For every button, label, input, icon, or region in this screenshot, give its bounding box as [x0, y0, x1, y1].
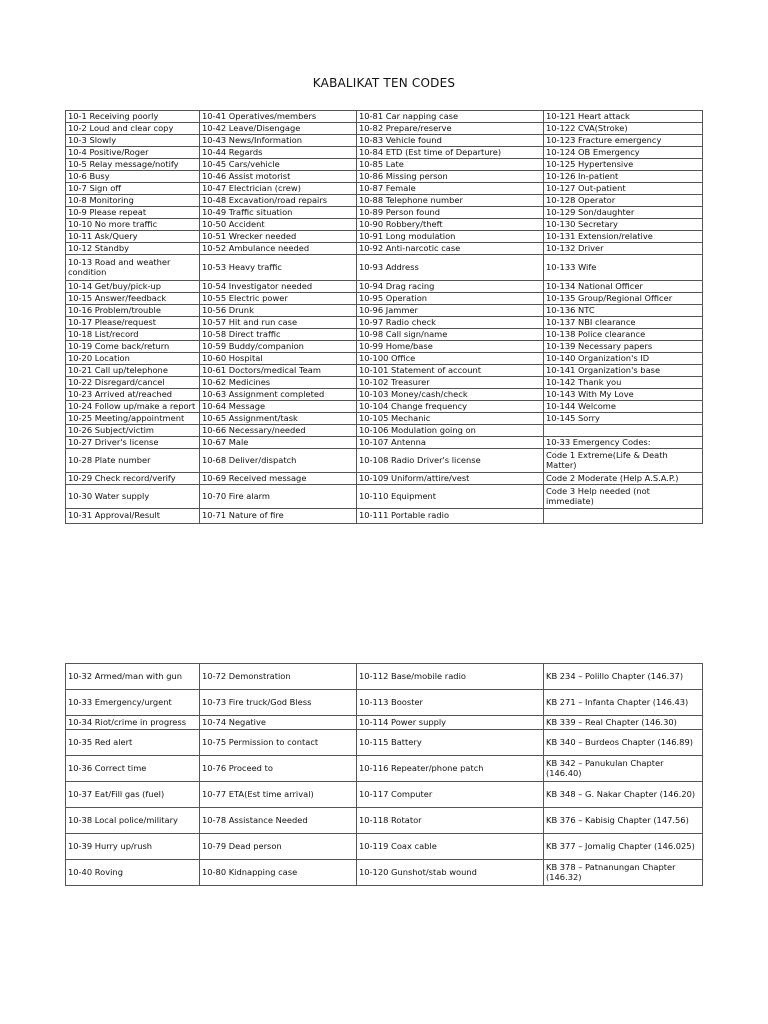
table-cell: 10-19 Come back/return	[66, 341, 200, 353]
table-cell: 10-10 No more traffic	[66, 219, 200, 231]
table-cell: 10-49 Traffic situation	[200, 207, 357, 219]
table-cell: 10-90 Robbery/theft	[357, 219, 544, 231]
ten-codes-table-bottom	[65, 663, 703, 886]
table-row	[66, 183, 703, 195]
table-cell: 10-124 OB Emergency	[544, 147, 703, 159]
table-cell: 10-61 Doctors/medical Team	[200, 365, 357, 377]
table-row	[66, 353, 703, 365]
table-row	[66, 425, 703, 437]
table-cell: 10-35 Red alert	[66, 730, 200, 756]
table-cell	[544, 509, 703, 524]
table-row	[66, 377, 703, 389]
table-cell: 10-88 Telephone number	[357, 195, 544, 207]
table-cell: 10-71 Nature of fire	[200, 509, 357, 524]
table-cell: 10-34 Riot/crime in progress	[66, 716, 200, 730]
table-cell: 10-3 Slowly	[66, 135, 200, 147]
table-cell: 10-14 Get/buy/pick-up	[66, 281, 200, 293]
table-cell: 10-20 Location	[66, 353, 200, 365]
table-row	[66, 293, 703, 305]
table-cell: 10-53 Heavy traffic	[200, 255, 357, 281]
table-cell: 10-57 Hit and run case	[200, 317, 357, 329]
table-cell: 10-5 Relay message/notify	[66, 159, 200, 171]
table-cell: 10-84 ETD (Est time of Departure)	[357, 147, 544, 159]
table-cell: Code 3 Help needed (not immediate)	[544, 485, 703, 509]
table-cell: 10-48 Excavation/road repairs	[200, 195, 357, 207]
table-row	[66, 509, 703, 524]
table-row	[66, 716, 703, 730]
table-cell: 10-7 Sign off	[66, 183, 200, 195]
table-cell: 10-37 Eat/Fill gas (fuel)	[66, 782, 200, 808]
table-cell: 10-29 Check record/verify	[66, 473, 200, 485]
table-cell: KB 348 – G. Nakar Chapter (146.20)	[544, 782, 703, 808]
table-cell: 10-70 Fire alarm	[200, 485, 357, 509]
table-cell: 10-30 Water supply	[66, 485, 200, 509]
table-cell: 10-33 Emergency Codes:	[544, 437, 703, 449]
table-cell: 10-87 Female	[357, 183, 544, 195]
table-cell: 10-72 Demonstration	[200, 664, 357, 690]
table-row	[66, 135, 703, 147]
table-row	[66, 243, 703, 255]
table-cell: 10-127 Out-patient	[544, 183, 703, 195]
table-cell: 10-108 Radio Driver's license	[357, 449, 544, 473]
table-cell: 10-98 Call sign/name	[357, 329, 544, 341]
table-cell: 10-125 Hypertensive	[544, 159, 703, 171]
table-row	[66, 389, 703, 401]
table-row	[66, 782, 703, 808]
table-cell: 10-67 Male	[200, 437, 357, 449]
table-row	[66, 123, 703, 135]
table-row	[66, 756, 703, 782]
document-title: KABALIKAT TEN CODES	[312, 76, 456, 90]
table-cell: 10-18 List/record	[66, 329, 200, 341]
table-row	[66, 281, 703, 293]
table-cell: 10-119 Coax cable	[357, 834, 544, 860]
table-cell: 10-60 Hospital	[200, 353, 357, 365]
table-row	[66, 305, 703, 317]
table-cell: 10-106 Modulation going on	[357, 425, 544, 437]
table-cell: 10-89 Person found	[357, 207, 544, 219]
table-cell: 10-109 Uniform/attire/vest	[357, 473, 544, 485]
table-cell: 10-118 Rotator	[357, 808, 544, 834]
table-row	[66, 690, 703, 716]
table-cell: 10-110 Equipment	[357, 485, 544, 509]
table-cell: 10-42 Leave/Disengage	[200, 123, 357, 135]
table-cell: 10-9 Please repeat	[66, 207, 200, 219]
table-cell: 10-143 With My Love	[544, 389, 703, 401]
table-cell	[544, 425, 703, 437]
table-cell: 10-135 Group/Regional Officer	[544, 293, 703, 305]
table-cell: 10-69 Received message	[200, 473, 357, 485]
table-cell: 10-73 Fire truck/God Bless	[200, 690, 357, 716]
table-cell: 10-134 National Officer	[544, 281, 703, 293]
table-cell: 10-128 Operator	[544, 195, 703, 207]
table-cell: 10-8 Monitoring	[66, 195, 200, 207]
table-cell: 10-32 Armed/man with gun	[66, 664, 200, 690]
table-cell: 10-86 Missing person	[357, 171, 544, 183]
table-cell: 10-56 Drunk	[200, 305, 357, 317]
table-cell: 10-123 Fracture emergency	[544, 135, 703, 147]
table-row	[66, 195, 703, 207]
table-cell: 10-68 Deliver/dispatch	[200, 449, 357, 473]
table-cell: 10-130 Secretary	[544, 219, 703, 231]
table-row	[66, 449, 703, 473]
table-cell: 10-120 Gunshot/stab wound	[357, 860, 544, 886]
table-cell: 10-51 Wrecker needed	[200, 231, 357, 243]
table-cell: 10-141 Organization's base	[544, 365, 703, 377]
table-cell: 10-107 Antenna	[357, 437, 544, 449]
table-cell: 10-132 Driver	[544, 243, 703, 255]
table-cell: KB 378 – Patnanungan Chapter (146.32)	[544, 860, 703, 886]
table-cell: 10-1 Receiving poorly	[66, 111, 200, 123]
table-cell: 10-81 Car napping case	[357, 111, 544, 123]
table-cell: 10-145 Sorry	[544, 413, 703, 425]
table-cell: 10-31 Approval/Result	[66, 509, 200, 524]
table-cell: 10-66 Necessary/needed	[200, 425, 357, 437]
table-cell: 10-112 Base/mobile radio	[357, 664, 544, 690]
table-cell: 10-79 Dead person	[200, 834, 357, 860]
table-cell: 10-129 Son/daughter	[544, 207, 703, 219]
table-cell: 10-47 Electrician (crew)	[200, 183, 357, 195]
table-cell: 10-16 Problem/trouble	[66, 305, 200, 317]
table-cell: 10-54 Investigator needed	[200, 281, 357, 293]
table-row	[66, 413, 703, 425]
table-cell: 10-121 Heart attack	[544, 111, 703, 123]
table-cell: 10-139 Necessary papers	[544, 341, 703, 353]
table-cell: 10-24 Follow up/make a report	[66, 401, 200, 413]
table-cell: 10-102 Treasurer	[357, 377, 544, 389]
table-row	[66, 365, 703, 377]
table-row	[66, 255, 703, 281]
table-cell: 10-12 Standby	[66, 243, 200, 255]
table-cell: 10-21 Call up/telephone	[66, 365, 200, 377]
table-cell: 10-101 Statement of account	[357, 365, 544, 377]
table-cell: Code 2 Moderate (Help A.S.A.P.)	[544, 473, 703, 485]
table-cell: 10-80 Kidnapping case	[200, 860, 357, 886]
table-cell: 10-26 Subject/victim	[66, 425, 200, 437]
table-row	[66, 834, 703, 860]
table-row	[66, 860, 703, 886]
table-row	[66, 219, 703, 231]
table-row	[66, 147, 703, 159]
table-cell: 10-116 Repeater/phone patch	[357, 756, 544, 782]
table-cell: 10-105 Mechanic	[357, 413, 544, 425]
table-cell: 10-4 Positive/Roger	[66, 147, 200, 159]
table-row	[66, 401, 703, 413]
table-row	[66, 329, 703, 341]
table-cell: 10-52 Ambulance needed	[200, 243, 357, 255]
table-cell: 10-23 Arrived at/reached	[66, 389, 200, 401]
table-cell: 10-40 Roving	[66, 860, 200, 886]
table-row	[66, 231, 703, 243]
table-cell: 10-58 Direct traffic	[200, 329, 357, 341]
table-cell: 10-36 Correct time	[66, 756, 200, 782]
table-cell: 10-55 Electric power	[200, 293, 357, 305]
table-cell: 10-138 Police clearance	[544, 329, 703, 341]
table-cell: 10-74 Negative	[200, 716, 357, 730]
table-cell: 10-136 NTC	[544, 305, 703, 317]
table-cell: 10-111 Portable radio	[357, 509, 544, 524]
table-cell: KB 234 – Polillo Chapter (146.37)	[544, 664, 703, 690]
table-cell: 10-28 Plate number	[66, 449, 200, 473]
table-row	[66, 111, 703, 123]
table-row	[66, 171, 703, 183]
table-cell: KB 339 – Real Chapter (146.30)	[544, 716, 703, 730]
table-row	[66, 437, 703, 449]
table-cell: 10-27 Driver's license	[66, 437, 200, 449]
table-cell: 10-22 Disregard/cancel	[66, 377, 200, 389]
table-cell: 10-104 Change frequency	[357, 401, 544, 413]
table-cell: KB 271 – Infanta Chapter (146.43)	[544, 690, 703, 716]
table-cell: 10-92 Anti-narcotic case	[357, 243, 544, 255]
table-cell: 10-41 Operatives/members	[200, 111, 357, 123]
table-cell: 10-65 Assignment/task	[200, 413, 357, 425]
table-cell: KB 377 – Jomalig Chapter (146.025)	[544, 834, 703, 860]
table-cell: 10-33 Emergency/urgent	[66, 690, 200, 716]
table-cell: KB 376 – Kabisig Chapter (147.56)	[544, 808, 703, 834]
table-cell: 10-131 Extension/relative	[544, 231, 703, 243]
table-cell: 10-46 Assist motorist	[200, 171, 357, 183]
table-row	[66, 664, 703, 690]
table-cell: 10-43 News/Information	[200, 135, 357, 147]
table-cell: 10-83 Vehicle found	[357, 135, 544, 147]
table-cell: 10-59 Buddy/companion	[200, 341, 357, 353]
table-cell: 10-126 In-patient	[544, 171, 703, 183]
table-cell: 10-75 Permission to contact	[200, 730, 357, 756]
table-cell: 10-96 Jammer	[357, 305, 544, 317]
table-row	[66, 341, 703, 353]
table-row	[66, 485, 703, 509]
table-cell: 10-17 Please/request	[66, 317, 200, 329]
table-row	[66, 808, 703, 834]
table-row	[66, 730, 703, 756]
table-cell: 10-103 Money/cash/check	[357, 389, 544, 401]
table-cell: 10-6 Busy	[66, 171, 200, 183]
table-cell: 10-13 Road and weather condition	[66, 255, 200, 281]
table-cell: 10-115 Battery	[357, 730, 544, 756]
table-cell: 10-64 Message	[200, 401, 357, 413]
table-cell: 10-50 Accident	[200, 219, 357, 231]
table-cell: 10-91 Long modulation	[357, 231, 544, 243]
table-cell: 10-45 Cars/vehicle	[200, 159, 357, 171]
table-cell: 10-11 Ask/Query	[66, 231, 200, 243]
ten-codes-table-top	[65, 110, 703, 524]
table-cell: 10-63 Assignment completed	[200, 389, 357, 401]
table-cell: 10-62 Medicines	[200, 377, 357, 389]
table-cell: 10-142 Thank you	[544, 377, 703, 389]
table-cell: 10-78 Assistance Needed	[200, 808, 357, 834]
table-cell: 10-94 Drag racing	[357, 281, 544, 293]
table-cell: 10-76 Proceed to	[200, 756, 357, 782]
table-cell: 10-122 CVA(Stroke)	[544, 123, 703, 135]
table-cell: 10-95 Operation	[357, 293, 544, 305]
table-cell: KB 340 – Burdeos Chapter (146.89)	[544, 730, 703, 756]
table-row	[66, 159, 703, 171]
table-cell: 10-85 Late	[357, 159, 544, 171]
table-cell: 10-97 Radio check	[357, 317, 544, 329]
table-cell: Code 1 Extreme(Life & Death Matter)	[544, 449, 703, 473]
table-cell: 10-77 ETA(Est time arrival)	[200, 782, 357, 808]
table-cell: 10-15 Answer/feedback	[66, 293, 200, 305]
table-row	[66, 473, 703, 485]
table-row	[66, 207, 703, 219]
table-cell: 10-2 Loud and clear copy	[66, 123, 200, 135]
table-cell: KB 342 – Panukulan Chapter (146.40)	[544, 756, 703, 782]
table-cell: 10-93 Address	[357, 255, 544, 281]
table-cell: 10-137 NBI clearance	[544, 317, 703, 329]
table-cell: 10-117 Computer	[357, 782, 544, 808]
table-cell: 10-39 Hurry up/rush	[66, 834, 200, 860]
table-row	[66, 317, 703, 329]
table-cell: 10-44 Regards	[200, 147, 357, 159]
table-cell: 10-82 Prepare/reserve	[357, 123, 544, 135]
table-cell: 10-133 Wife	[544, 255, 703, 281]
table-cell: 10-100 Office	[357, 353, 544, 365]
table-cell: 10-140 Organization's ID	[544, 353, 703, 365]
table-cell: 10-25 Meeting/appointment	[66, 413, 200, 425]
table-cell: 10-99 Home/base	[357, 341, 544, 353]
table-cell: 10-144 Welcome	[544, 401, 703, 413]
table-cell: 10-38 Local police/military	[66, 808, 200, 834]
table-cell: 10-114 Power supply	[357, 716, 544, 730]
table-cell: 10-113 Booster	[357, 690, 544, 716]
